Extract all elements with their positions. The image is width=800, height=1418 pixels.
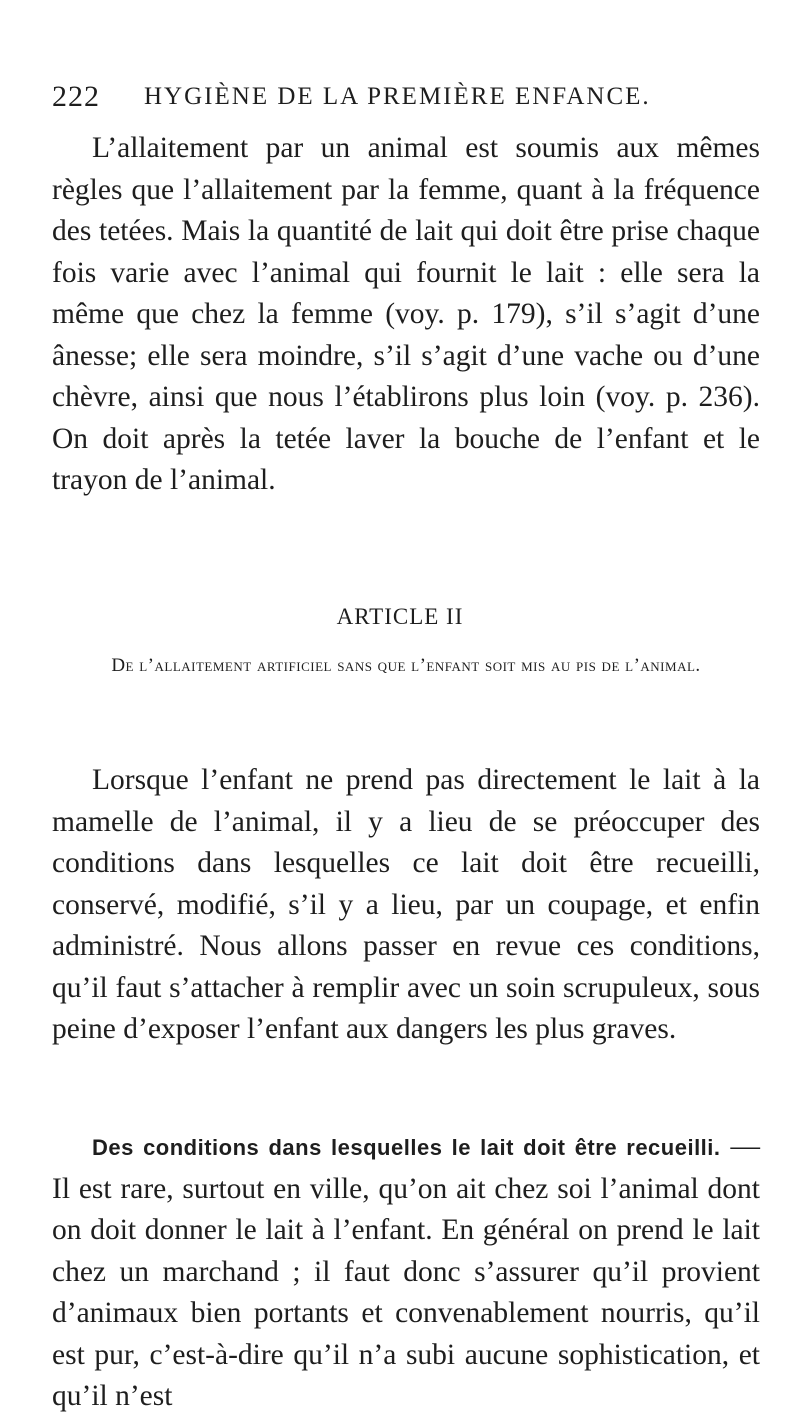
paragraph-conditions: Lorsque l’enfant ne prend pas directement le lait à la mamelle de l’animal, il y a lieu de se préoccuper des conditions dans lesquelles ce lait doit être recueilli, conservé, modifié, s’il y a lieu, par un coupage, et enfin administré. Nous allons passer en revue ces conditions, qu’il faut s’attacher à remplir avec un soin scrupuleux, sous peine d’exposer l’enfant aux dangers les plus graves. bbox=[52, 764, 760, 1045]
paragraph-recueilli bbox=[52, 1126, 760, 1418]
article-subtitle: De l’allaitement artificiel sans que l’enfant soit mis au pis de l’animal. bbox=[111, 655, 701, 676]
page-number: 222 bbox=[52, 80, 100, 113]
paragraph-allaitement-animal: L’allaitement par un animal est soumis aux mêmes règles que l’allaitement par la femme, quant à la fréquence des tetées. Mais la quantité de lait qui doit être prise chaque fois varie avec l’animal qui fournit le lait : elle sera la même que chez la femme (voy. p. 179), s’il s’agit d’une ânesse; elle sera moindre, s’il s’agit d’une vache ou d’une chèvre, ainsi que nous l’établirons plus loin (voy. p. 236). On doit après la tetée laver la bouche de l’enfant et le trayon de l’animal. bbox=[52, 132, 760, 496]
section-run-in-heading: Des conditions dans lesquelles le lait doit être recueilli. bbox=[92, 1135, 721, 1160]
running-head bbox=[52, 80, 748, 120]
header-title: HYGIÈNE DE LA PREMIÈRE ENFANCE. bbox=[144, 83, 651, 110]
article-title: ARTICLE II bbox=[336, 604, 464, 629]
paragraph-recueilli-body: — Il est rare, surtout en ville, qu’on ait chez soi l’animal dont on doit donner le lait à l’enfant. En général on prend le lait chez un marchand ; il faut donc s’assurer qu’il provient d’animaux bien portants et convenablement nourris, qu’il est pur, c’est-à-dire qu’il n’a subi aucune sophistication, et qu’il n’est bbox=[52, 1130, 760, 1412]
